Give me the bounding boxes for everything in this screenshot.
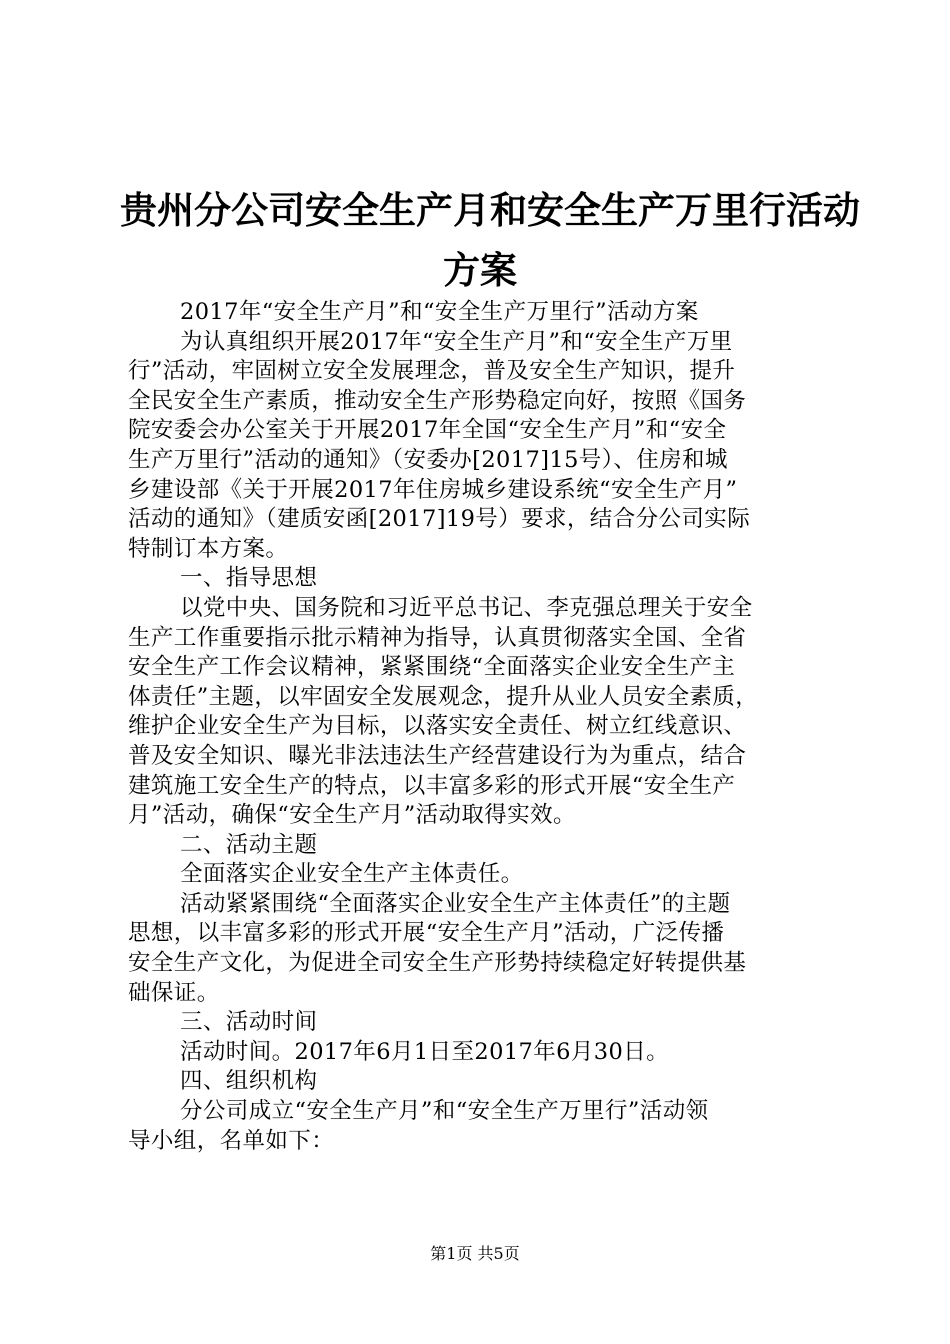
body-line: 普及安全知识、曝光非法违法生产经营建设行为为重点，结合 xyxy=(128,742,747,769)
body-line: 活动紧紧围绕“全面落实企业安全生产主体责任”的主题 xyxy=(180,890,731,917)
body-line: 2017年“安全生产月”和“安全生产万里行”活动方案 xyxy=(180,299,699,325)
body-line: 全面落实企业安全生产主体责任。 xyxy=(180,861,524,888)
body-line: 活动时间。2017年6月1日至2017年6月30日。 xyxy=(180,1038,669,1065)
body-line: 生产万里行”活动的通知》（安委办[2017]15号）、住房和城 xyxy=(128,446,728,473)
body-line: 思想，以丰富多彩的形式开展“安全生产月”活动，广泛传播 xyxy=(128,920,725,947)
body-line: 活动的通知》（建质安函[2017]19号）要求，结合分公司实际 xyxy=(128,506,751,533)
page-number-footer: 第1页 共5页 xyxy=(430,1244,520,1263)
section-heading: 二、活动主题 xyxy=(180,831,318,858)
body-line: 月”活动，确保“安全生产月”活动取得实效。 xyxy=(128,802,576,829)
document-title-line-2: 方案 xyxy=(443,248,517,292)
body-line: 建筑施工安全生产的特点，以丰富多彩的形式开展“安全生产 xyxy=(128,772,736,799)
body-line: 全民安全生产素质，推动安全生产形势稳定向好，按照《国务 xyxy=(128,387,747,414)
body-line: 安全生产工作会议精神，紧紧围绕“全面落实企业安全生产主 xyxy=(128,654,736,681)
document-title-line-1: 贵州分公司安全生产月和安全生产万里行活动 xyxy=(120,188,860,232)
section-heading: 四、组织机构 xyxy=(180,1068,318,1095)
body-line: 院安委会办公室关于开展2017年全国“安全生产月”和“安全 xyxy=(128,417,727,444)
section-heading: 一、指导思想 xyxy=(180,565,318,592)
body-line: 特制订本方案。 xyxy=(128,535,289,562)
body-line: 体责任”主题，以牢固安全发展观念，提升从业人员安全素质， xyxy=(128,683,759,710)
body-line: 维护企业安全生产为目标，以落实安全责任、树立红线意识、 xyxy=(128,713,747,740)
body-line: 分公司成立“安全生产月”和“安全生产万里行”活动领 xyxy=(180,1098,709,1125)
body-line: 导小组，名单如下： xyxy=(128,1127,335,1154)
body-line: 础保证。 xyxy=(128,979,220,1006)
body-line: 安全生产文化，为促进全司安全生产形势持续稳定好转提供基 xyxy=(128,950,747,977)
body-line: 乡建设部《关于开展2017年住房城乡建设系统“安全生产月” xyxy=(128,476,738,503)
document-body xyxy=(128,298,848,1156)
body-line: 生产工作重要指示批示精神为指导，认真贯彻落实全国、全省 xyxy=(128,624,747,651)
section-heading: 三、活动时间 xyxy=(180,1009,318,1036)
body-line: 行”活动，牢固树立安全发展理念，普及安全生产知识，提升 xyxy=(128,358,736,385)
body-line: 以党中央、国务院和习近平总书记、李克强总理关于安全 xyxy=(180,594,753,621)
body-line: 为认真组织开展2017年“安全生产月”和“安全生产万里 xyxy=(180,328,733,355)
